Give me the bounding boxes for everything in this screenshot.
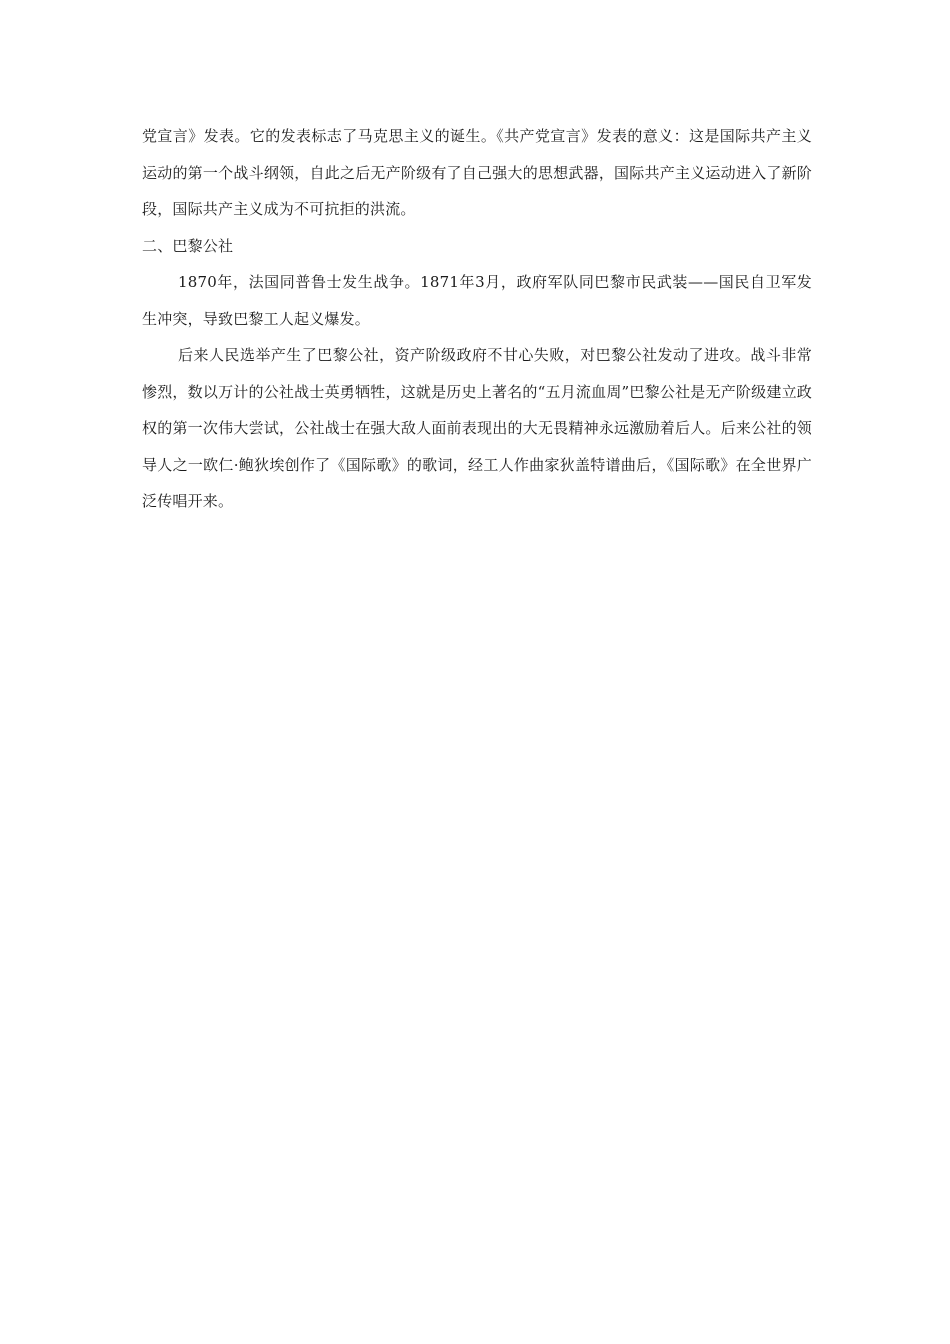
- paragraph-franco-prussian-war: 1870年，法国同普鲁士发生战争。1871年3月，政府军队同巴黎市民武装——国民自卫军发生冲突，导致巴黎工人起义爆发。: [142, 273, 812, 328]
- paragraph-manifesto-significance: 党宣言》发表。它的发表标志了马克思主义的诞生。《共产党宣言》发表的意义：这是国际共产主义运动的第一个战斗纲领，自此之后无产阶级有了自己强大的思想武器，国际共产主义运动进入了新阶段，国际共产主义成为不可抗拒的洪流。: [142, 127, 812, 218]
- document-body: [142, 118, 812, 520]
- section-heading-paris-commune: 二、巴黎公社: [142, 236, 234, 255]
- paragraph-paris-commune: 后来人民选举产生了巴黎公社，资产阶级政府不甘心失败，对巴黎公社发动了进攻。战斗非常惨烈，数以万计的公社战士英勇牺牲，这就是历史上著名的“五月流血周”巴黎公社是无产阶级建立政权的第一次伟大尝试，公社战士在强大敌人面前表现出的大无畏精神永远激励着后人。后来公社的领导人之一欧仁·鲍狄埃创作了《国际歌》的歌词，经工人作曲家狄盖特谱曲后，《国际歌》在全世界广泛传唱开来。: [142, 346, 812, 510]
